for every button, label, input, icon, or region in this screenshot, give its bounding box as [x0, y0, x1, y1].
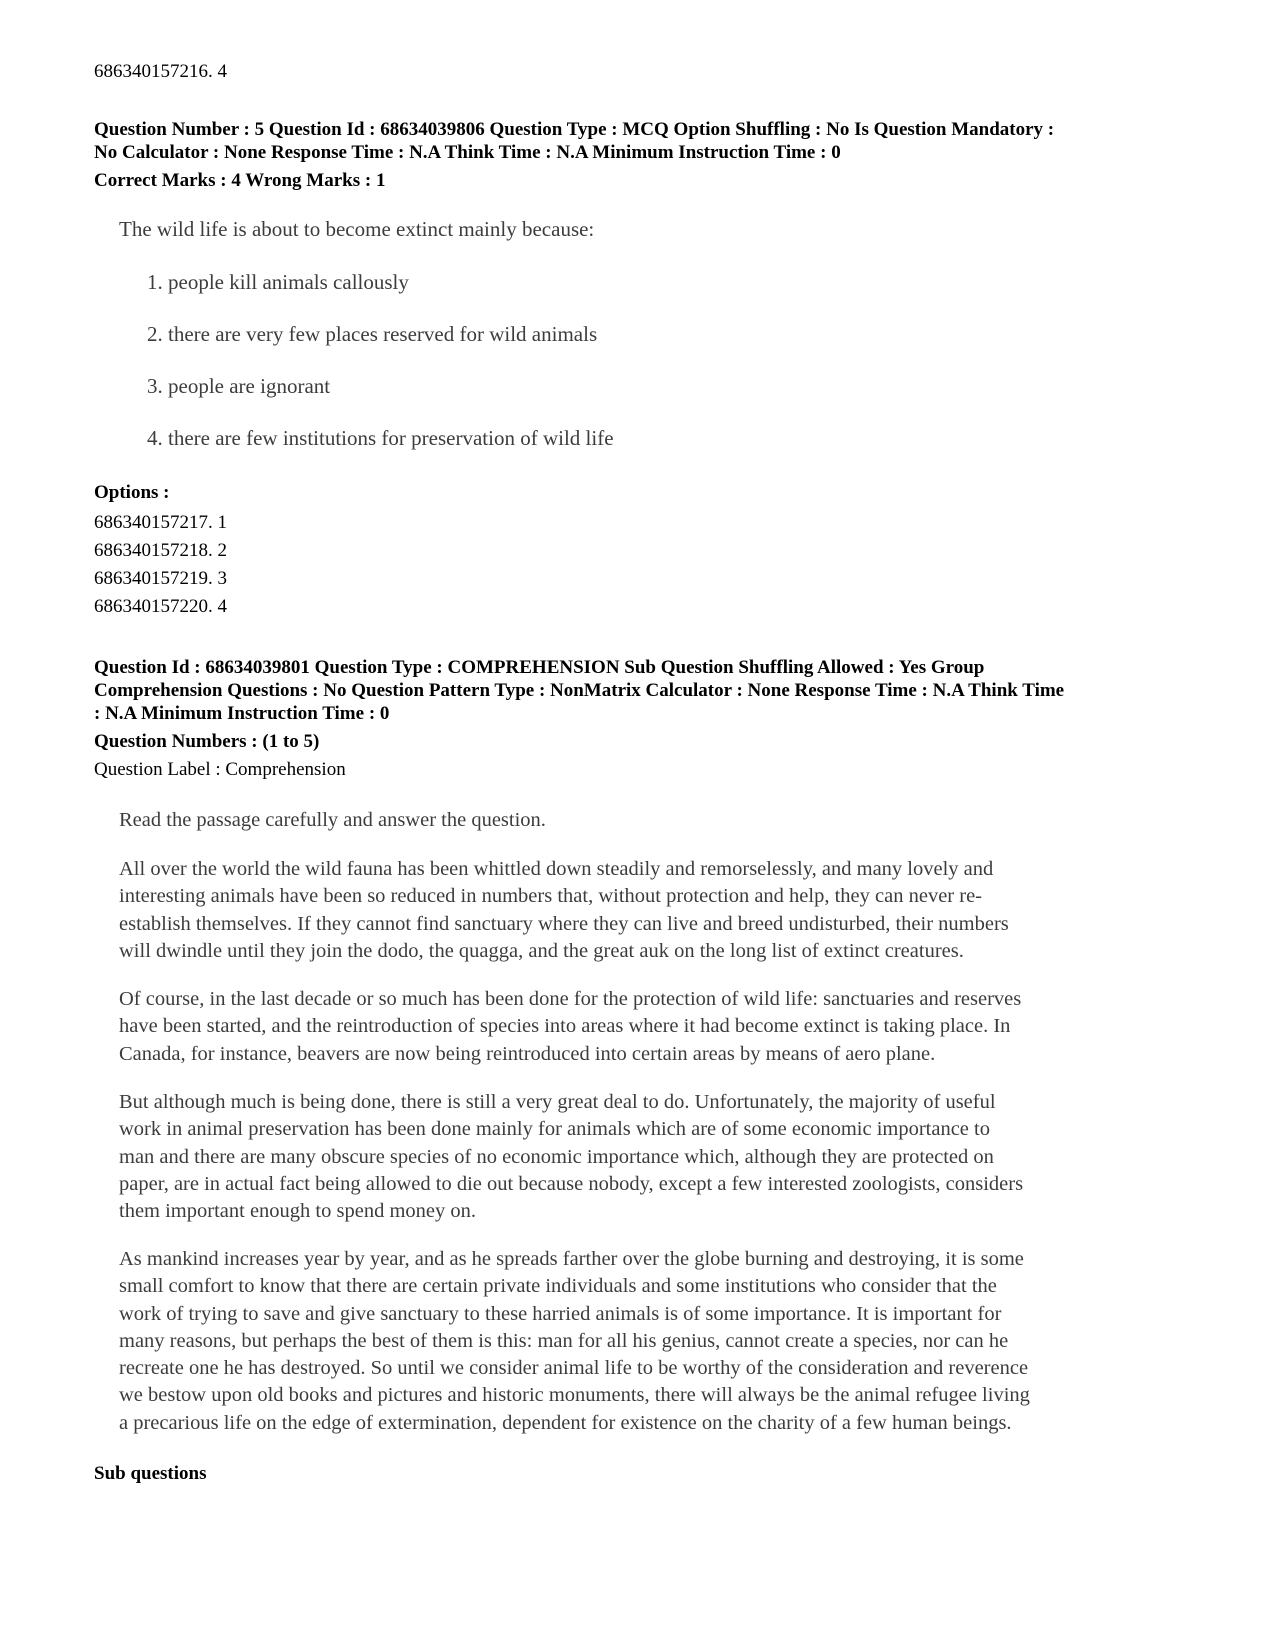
option-item: 686340157219. 3	[94, 568, 227, 589]
comprehension-meta-line: : N.A Minimum Instruction Time : 0	[94, 703, 390, 724]
passage-paragraph	[119, 856, 1194, 965]
passage-line: paper, are in actual fact being allowed to die out because nobody, except a few interested zoologists, considers	[119, 1172, 1024, 1195]
passage-instruction: Read the passage carefully and answer the question.	[119, 809, 546, 831]
passage-line: many reasons, but perhaps the best of them is this: man for all his genius, cannot create a species, nor can he	[119, 1329, 1009, 1352]
comprehension-meta-line: Comprehension Questions : No Question Pattern Type : NonMatrix Calculator : None Response Time : N.A Think Time	[94, 680, 1065, 701]
comprehension-meta-line: Question Id : 68634039801 Question Type : COMPREHENSION Sub Question Shuffling Allowed : Yes Group	[94, 657, 985, 678]
passage-line: will dwindle until they join the dodo, the quagga, and the great auk on the long list of extinct creatures.	[119, 939, 964, 962]
passage-line: recreate one he has destroyed. So until we consider animal life to be worthy of the consideration and reverence	[119, 1357, 1029, 1380]
passage-line: All over the world the wild fauna has been whittled down steadily and remorselessly, and many lovely and	[119, 858, 994, 880]
passage-paragraph	[119, 1089, 1194, 1225]
question-marks: Correct Marks : 4 Wrong Marks : 1	[94, 170, 386, 191]
option-item: 686340157217. 1	[94, 512, 227, 533]
passage-line: work in animal preservation has been done mainly for animals which are of some economic importance to	[119, 1118, 990, 1141]
question-meta-line: Question Number : 5 Question Id : 68634039806 Question Type : MCQ Option Shuffling : No Is Question Mandatory :	[94, 119, 1055, 140]
question-stem: The wild life is about to become extinct mainly because:	[119, 217, 595, 241]
passage-line: work of trying to save and give sanctuary to these harried animals is of some importance. It is important for	[119, 1302, 1002, 1325]
question-numbers: Question Numbers : (1 to 5)	[94, 731, 320, 752]
question-choice: 3. people are ignorant	[147, 374, 331, 398]
passage-line: establish themselves. If they cannot find sanctuary where they can live and breed undisturbed, their numbers	[119, 912, 1009, 935]
question-choice: 4. there are few institutions for preservation of wild life	[147, 426, 614, 450]
options-list	[94, 509, 227, 621]
passage-line: interesting animals have been so reduced in numbers that, without protection and help, they can never re-	[119, 885, 982, 908]
passage-line: we bestow upon old books and pictures and historic monuments, there will always be the animal refugee living	[119, 1384, 1030, 1407]
passage-line: Canada, for instance, beavers are now being reintroduced into certain areas by means of aero plane.	[119, 1042, 936, 1065]
passage-line: But although much is being done, there is still a very great deal to do. Unfortunately, the majority of useful	[119, 1091, 996, 1113]
question-label: Question Label : Comprehension	[94, 759, 346, 780]
passage-line: small comfort to know that there are certain private individuals and some institutions who consider that the	[119, 1275, 997, 1298]
passage-line: Of course, in the last decade or so much has been done for the protection of wild life: sanctuaries and reserves	[119, 988, 1022, 1010]
question-meta-line: No Calculator : None Response Time : N.A Think Time : N.A Minimum Instruction Time : 0	[94, 142, 841, 163]
option-item: 686340157220. 4	[94, 596, 227, 617]
option-item: 686340157218. 2	[94, 540, 227, 561]
passage-line: have been started, and the reintroduction of species into areas where it had become extinct is taking place. In	[119, 1015, 1011, 1038]
sub-questions-heading: Sub questions	[94, 1463, 207, 1484]
question-choice: 1. people kill animals callously	[147, 270, 409, 294]
passage-line: As mankind increases year by year, and as he spreads farther over the globe burning and destroying, it is some	[119, 1248, 1024, 1270]
options-heading: Options :	[94, 482, 170, 503]
question-choice: 2. there are very few places reserved for wild animals	[147, 322, 598, 346]
passage-paragraph	[119, 986, 1194, 1068]
previous-option: 686340157216. 4	[94, 61, 227, 82]
passage-line: them important enough to spend money on.	[119, 1200, 476, 1223]
passage-line: a precarious life on the edge of extermination, dependent for existence on the charity of a few human beings.	[119, 1411, 1012, 1434]
passage-line: man and there are many obscure species of no economic importance which, although they are protected on	[119, 1145, 994, 1168]
passage-paragraph	[119, 1246, 1194, 1437]
